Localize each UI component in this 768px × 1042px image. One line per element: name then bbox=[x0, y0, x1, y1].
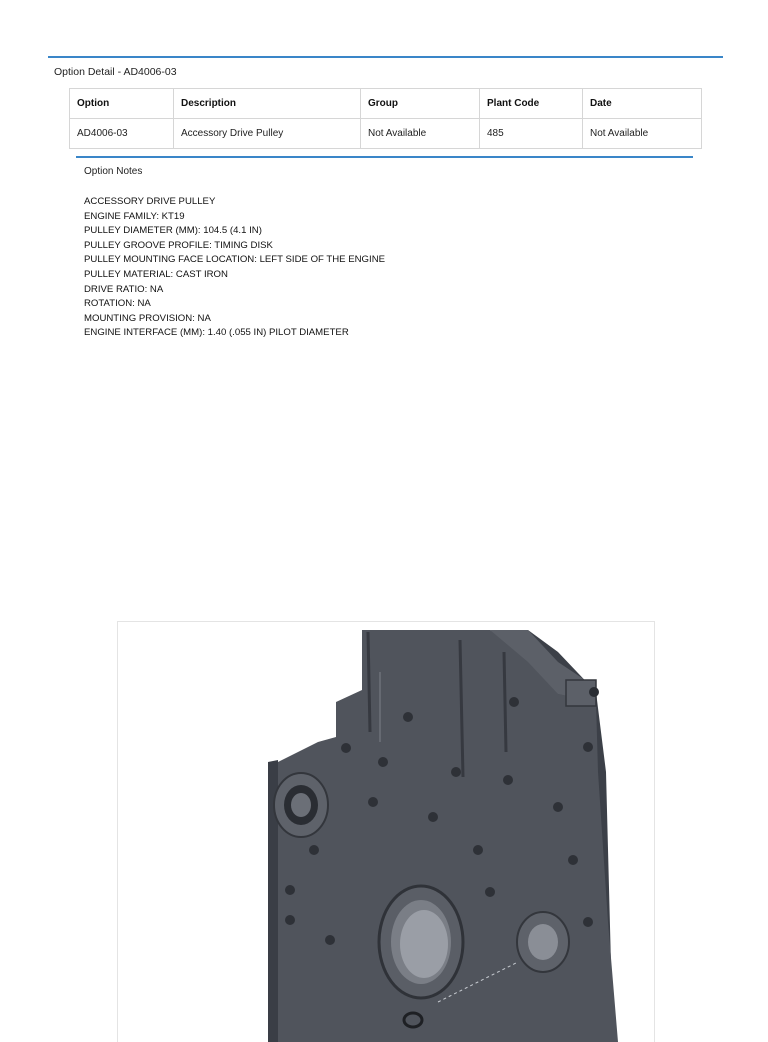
gear-housing-illustration bbox=[118, 622, 654, 1042]
note-line: ENGINE FAMILY: KT19 bbox=[84, 210, 185, 222]
option-table bbox=[69, 88, 702, 149]
header-date: Date bbox=[583, 89, 702, 119]
cell-date: Not Available bbox=[583, 119, 702, 149]
cell-group: Not Available bbox=[361, 119, 480, 149]
cell-plant-code: 485 bbox=[480, 119, 583, 149]
cell-description: Accessory Drive Pulley bbox=[174, 119, 361, 149]
top-divider bbox=[48, 56, 723, 58]
table-row bbox=[70, 119, 702, 149]
notes-divider bbox=[76, 156, 693, 158]
header-description: Description bbox=[174, 89, 361, 119]
header-group: Group bbox=[361, 89, 480, 119]
note-line: MOUNTING PROVISION: NA bbox=[84, 312, 211, 324]
note-line: PULLEY MATERIAL: CAST IRON bbox=[84, 268, 228, 280]
note-line: PULLEY MOUNTING FACE LOCATION: LEFT SIDE OF THE ENGINE bbox=[84, 254, 386, 266]
option-notes-heading: Option Notes bbox=[84, 166, 143, 177]
note-line: ENGINE INTERFACE (MM): 1.40 (.055 IN) PILOT DIAMETER bbox=[84, 327, 349, 339]
header-option: Option bbox=[70, 89, 174, 119]
note-line: DRIVE RATIO: NA bbox=[84, 283, 164, 295]
header-plant-code: Plant Code bbox=[480, 89, 583, 119]
note-line: PULLEY DIAMETER (MM): 104.5 (4.1 IN) bbox=[84, 225, 262, 237]
note-line: ACCESSORY DRIVE PULLEY bbox=[84, 196, 216, 207]
option-notes-list bbox=[84, 195, 385, 341]
option-detail-title: Option Detail - AD4006-03 bbox=[54, 66, 177, 78]
engine-gear-housing-figure bbox=[117, 621, 655, 1042]
option-table-header-row bbox=[70, 89, 702, 119]
note-line: ROTATION: NA bbox=[84, 298, 151, 310]
note-line: PULLEY GROOVE PROFILE: TIMING DISK bbox=[84, 239, 273, 251]
cell-option: AD4006-03 bbox=[70, 119, 174, 149]
